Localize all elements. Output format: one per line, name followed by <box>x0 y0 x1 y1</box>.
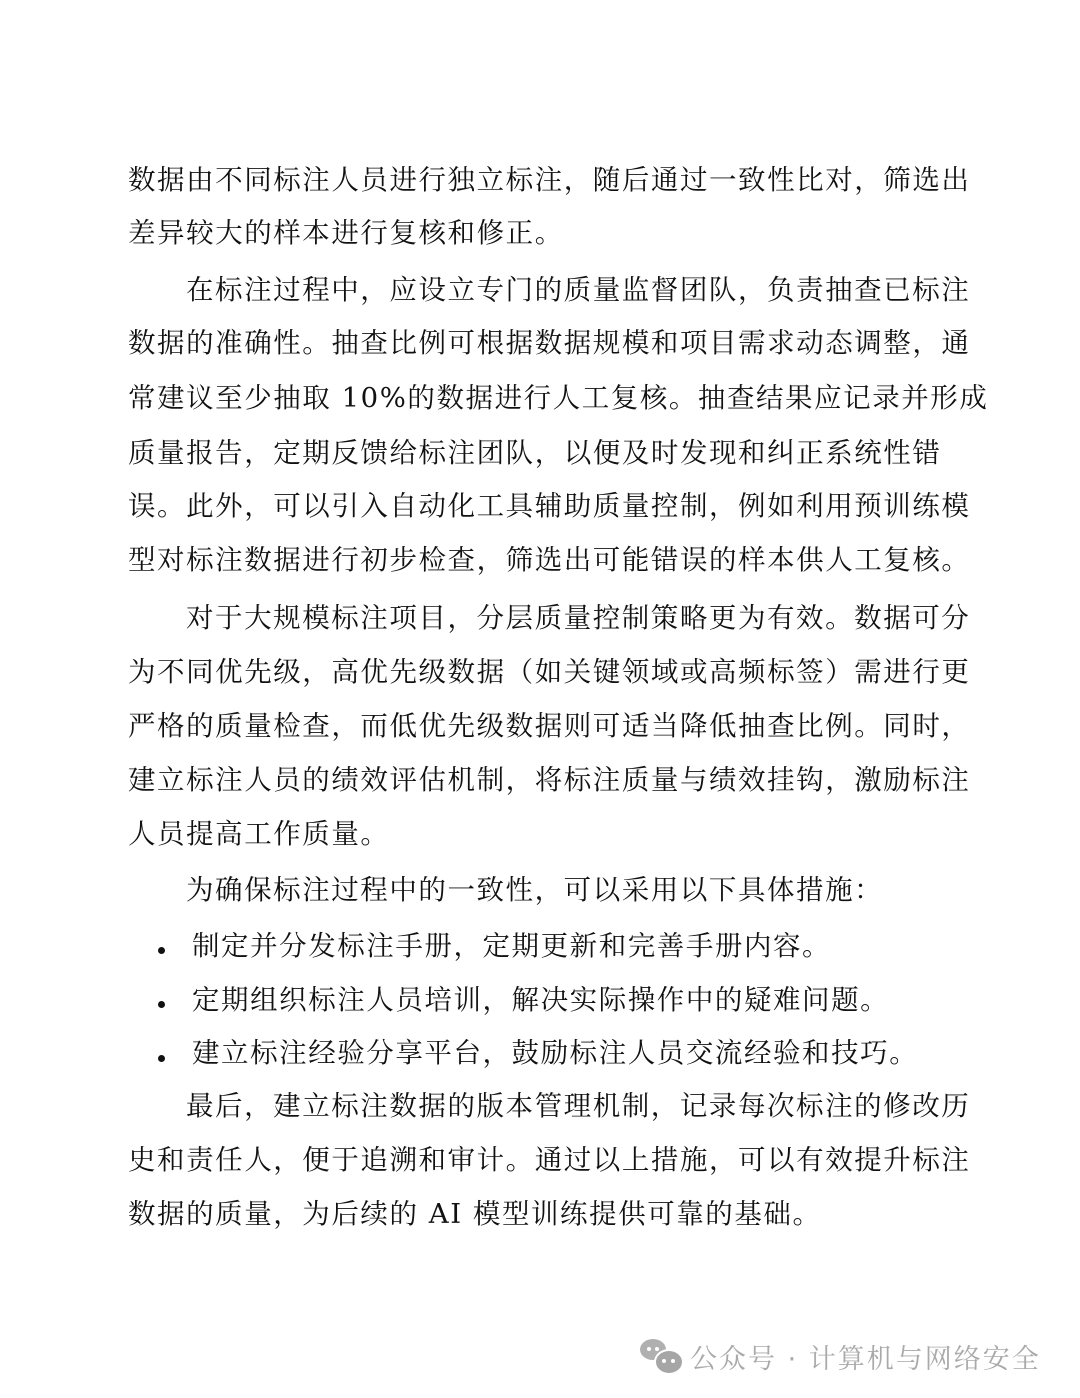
paragraph-line: 最后，建立标注数据的版本管理机制，记录每次标注的修改历 <box>186 1090 971 1122</box>
bullet-text: 建立标注经验分享平台，鼓励标注人员交流经验和技巧。 <box>192 1037 919 1069</box>
paragraph-line: 型对标注数据进行初步检查，筛选出可能错误的样本供人工复核。 <box>128 544 971 576</box>
paragraph-line: 差异较大的样本进行复核和修正。 <box>128 217 564 249</box>
bullet-dot-icon <box>158 947 165 954</box>
paragraph-line: 在标注过程中，应设立专门的质量监督团队，负责抽查已标注 <box>186 274 971 306</box>
paragraph-line: 为确保标注过程中的一致性，可以采用以下具体措施： <box>186 874 884 906</box>
bullet-text: 定期组织标注人员培训，解决实际操作中的疑难问题。 <box>192 984 890 1016</box>
watermark <box>640 1336 1041 1376</box>
bullet-dot-icon <box>158 1055 165 1062</box>
paragraph-line: 常建议至少抽取 10%的数据进行人工复核。抽查结果应记录并形成 <box>128 382 989 414</box>
paragraph-line: 严格的质量检查，而低优先级数据则可适当降低抽查比例。同时， <box>128 710 971 742</box>
watermark-text: 公众号 · 计算机与网络安全 <box>690 1343 1041 1375</box>
paragraph-line: 史和责任人，便于追溯和审计。通过以上措施，可以有效提升标注 <box>128 1144 971 1176</box>
paragraph-line: 建立标注人员的绩效评估机制，将标注质量与绩效挂钩，激励标注 <box>128 764 971 796</box>
bullet-text: 制定并分发标注手册，定期更新和完善手册内容。 <box>192 930 832 962</box>
paragraph-line: 质量报告，定期反馈给标注团队，以便及时发现和纠正系统性错 <box>128 437 942 469</box>
paragraph-line: 人员提高工作质量。 <box>128 818 390 850</box>
paragraph-line: 误。此外，可以引入自动化工具辅助质量控制，例如利用预训练模 <box>128 490 971 522</box>
paragraph-line: 对于大规模标注项目，分层质量控制策略更为有效。数据可分 <box>186 602 971 634</box>
paragraph-line: 数据的质量，为后续的 AI 模型训练提供可靠的基础。 <box>128 1198 822 1230</box>
paragraph-line: 数据的准确性。抽查比例可根据数据规模和项目需求动态调整，通 <box>128 327 971 359</box>
paragraph-line: 为不同优先级，高优先级数据（如关键领域或高频标签）需进行更 <box>128 656 971 688</box>
bullet-dot-icon <box>158 1001 165 1008</box>
paragraph-line: 数据由不同标注人员进行独立标注，随后通过一致性比对，筛选出 <box>128 164 971 196</box>
wechat-icon <box>640 1337 682 1375</box>
